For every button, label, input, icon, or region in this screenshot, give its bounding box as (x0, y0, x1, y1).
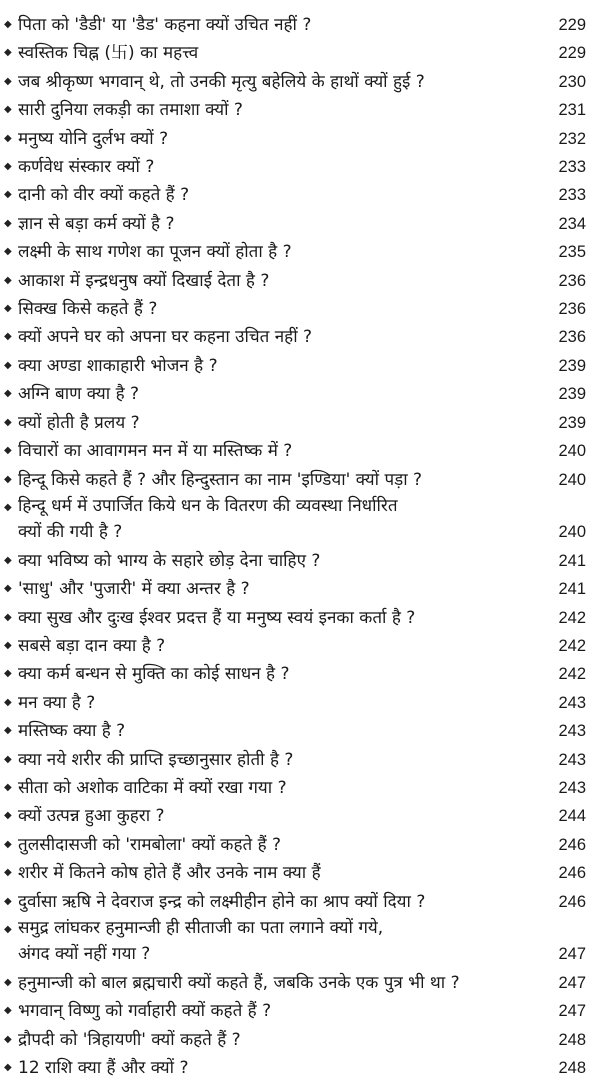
entry-title: हिन्दू किसे कहते हैं ? और हिन्दुस्तान का नाम 'इण्डिया' क्यों पड़ा ? (18, 469, 423, 490)
toc-list (4, 10, 586, 1081)
toc-entry (4, 180, 586, 208)
diamond-bullet-icon: ◆ (4, 639, 12, 651)
entry-page-number: 243 (558, 778, 586, 797)
entry-title: आकाश में इन्द्रधनुष क्यों दिखाई देता है ? (18, 270, 270, 291)
entry-title: अग्नि बाण क्या है ? (18, 384, 140, 405)
entry-title: क्या सुख और दुःख ईश्वर प्रदत्त हैं या मनुष्य स्वयं इनका कर्ता है ? (18, 607, 416, 628)
entry-title: क्या कर्म बन्धन से मुक्ति का कोई साधन है ? (18, 664, 290, 685)
toc-entry (4, 603, 586, 631)
toc-entry (4, 493, 586, 546)
toc-entry (4, 830, 586, 858)
diamond-bullet-icon: ◆ (4, 1033, 12, 1045)
entry-title: क्यों होती है प्रलय ? (18, 412, 140, 433)
entry-page-number: 236 (558, 328, 586, 347)
diamond-bullet-icon: ◆ (4, 416, 12, 428)
toc-entry (4, 209, 586, 237)
entry-page-number: 230 (558, 72, 586, 91)
entry-title: सारी दुनिया लकड़ी का तमाशा क्यों ? (18, 100, 243, 121)
entry-page-number: 246 (558, 835, 586, 854)
entry-title: क्यों अपने घर को अपना घर कहना उचित नहीं ? (18, 327, 313, 348)
entry-title: लक्ष्मी के साथ गणेश का पूजन क्यों होता है ? (18, 242, 292, 263)
entry-title: पिता को 'डैडी' या 'डैड' कहना क्यों उचित नहीं ? (18, 15, 312, 35)
entry-page-number: 243 (558, 722, 586, 741)
toc-entry (4, 574, 586, 602)
diamond-bullet-icon: ◆ (4, 696, 12, 708)
diamond-bullet-icon: ◆ (4, 611, 12, 623)
entry-page-number: 229 (558, 44, 586, 63)
toc-entry (4, 322, 586, 350)
entry-title-line-2: अंगद क्यों नहीं गया ? (18, 944, 151, 965)
entry-title: जब श्रीकृष्ण भगवान् थे, तो उनकी मृत्यु बहेलिये के हाथों क्यों हुई ? (18, 71, 425, 92)
diamond-bullet-icon: ◆ (4, 501, 12, 513)
toc-entry (4, 294, 586, 322)
entry-title: मनुष्य योनि दुर्लभ क्यों ? (18, 128, 169, 149)
toc-entry (4, 436, 586, 464)
entry-page-number: 239 (558, 356, 586, 375)
entry-title: 12 राशि क्या हैं और क्यों ? (18, 1058, 189, 1079)
diamond-bullet-icon: ◆ (4, 19, 12, 30)
diamond-bullet-icon: ◆ (4, 1062, 12, 1074)
entry-title: सीता को अशोक वाटिका में क्यों रखा गया ? (18, 777, 287, 798)
entry-title-line-1: समुद्र लांघकर हनुमान्जी ही सीताजी का पता लगाने क्यों गये, (18, 918, 384, 938)
entry-title: मन क्या है ? (18, 692, 96, 713)
entry-title: सबसे बड़ा दान क्या है ? (18, 635, 166, 656)
toc-entry (4, 408, 586, 436)
entry-title-line-1: हिन्दू धर्म में उपार्जित किये धन के वितरण की व्यवस्था निर्धारित (18, 495, 398, 516)
toc-entry (4, 1053, 586, 1081)
toc-entry (4, 659, 586, 687)
toc-entry (4, 38, 586, 66)
entry-title: भगवान् विष्णु को गर्वाहारी क्यों कहते हैं ? (18, 1001, 272, 1022)
entry-page-number: 234 (558, 214, 586, 233)
diamond-bullet-icon: ◆ (4, 810, 12, 822)
toc-entry (4, 968, 586, 996)
entry-page-number: 240 (558, 523, 586, 542)
toc-entry (4, 1025, 586, 1053)
diamond-bullet-icon: ◆ (4, 274, 12, 286)
toc-entry (4, 858, 586, 886)
toc-entry (4, 379, 586, 407)
entry-page-number: 247 (558, 945, 586, 964)
toc-entry (4, 801, 586, 829)
diamond-bullet-icon: ◆ (4, 781, 12, 793)
entry-page-number: 246 (558, 864, 586, 883)
entry-title: सिक्ख किसे कहते हैं ? (18, 299, 158, 320)
toc-entry (4, 887, 586, 915)
diamond-bullet-icon: ◆ (4, 359, 12, 371)
toc-entry (4, 351, 586, 379)
diamond-bullet-icon: ◆ (4, 753, 12, 765)
diamond-bullet-icon: ◆ (4, 554, 12, 566)
entry-page-number: 240 (558, 470, 586, 489)
diamond-bullet-icon: ◆ (4, 331, 12, 343)
diamond-bullet-icon: ◆ (4, 976, 12, 988)
entry-title: शरीर में कितने कोष होते हैं और उनके नाम क्या हैं (18, 863, 321, 884)
entry-page-number: 242 (558, 665, 586, 684)
entry-page-number: 243 (558, 750, 586, 769)
entry-page-number: 239 (558, 413, 586, 432)
diamond-bullet-icon: ◆ (4, 132, 12, 144)
diamond-bullet-icon: ◆ (4, 445, 12, 457)
entry-page-number: 239 (558, 385, 586, 404)
entry-page-number: 248 (558, 1059, 586, 1078)
entry-title: द्रौपदी को 'त्रिहायणी' क्यों कहते हैं ? (18, 1029, 241, 1050)
entry-page-number: 242 (558, 636, 586, 655)
entry-title (18, 493, 540, 546)
toc-entry (4, 237, 586, 265)
diamond-bullet-icon: ◆ (4, 668, 12, 680)
diamond-bullet-icon: ◆ (4, 246, 12, 258)
entry-page-number: 233 (558, 186, 586, 205)
diamond-bullet-icon: ◆ (4, 924, 12, 935)
entry-page-number: 231 (558, 101, 586, 120)
entry-page-number: 232 (558, 129, 586, 148)
entry-page-number: 243 (558, 693, 586, 712)
diamond-bullet-icon: ◆ (4, 838, 12, 850)
toc-entry (4, 546, 586, 574)
toc-entry (4, 152, 586, 180)
diamond-bullet-icon: ◆ (4, 217, 12, 229)
entry-page-number: 241 (558, 551, 586, 570)
entry-title: हनुमान्जी को बाल ब्रह्मचारी क्यों कहते हैं, जबकि उनके एक पुत्र भी था ? (18, 972, 460, 993)
diamond-bullet-icon: ◆ (4, 725, 12, 737)
toc-entry (4, 67, 586, 95)
entry-page-number: 247 (558, 1002, 586, 1021)
diamond-bullet-icon: ◆ (4, 867, 12, 879)
entry-title: क्यों उत्पन्न हुआ कुहरा ? (18, 806, 165, 827)
entry-title: ज्ञान से बड़ा कर्म क्यों है ? (18, 213, 175, 234)
entry-page-number: 240 (558, 442, 586, 461)
toc-entry (4, 716, 586, 744)
entry-title: क्या नये शरीर की प्राप्ति इच्छानुसार होती है ? (18, 749, 294, 770)
diamond-bullet-icon: ◆ (4, 161, 12, 173)
diamond-bullet-icon: ◆ (4, 189, 12, 201)
entry-page-number: 247 (558, 973, 586, 992)
entry-page-number: 235 (558, 243, 586, 262)
entry-page-number: 236 (558, 300, 586, 319)
diamond-bullet-icon: ◆ (4, 473, 12, 485)
diamond-bullet-icon: ◆ (4, 303, 12, 315)
diamond-bullet-icon: ◆ (4, 388, 12, 400)
diamond-bullet-icon: ◆ (4, 104, 12, 116)
entry-title-line-2: क्यों की गयी है ? (18, 522, 123, 543)
diamond-bullet-icon: ◆ (4, 583, 12, 595)
entry-title: विचारों का आवागमन मन में या मस्तिष्क में ? (18, 441, 293, 462)
toc-entry (4, 124, 586, 152)
diamond-bullet-icon: ◆ (4, 47, 12, 59)
toc-entry (4, 688, 586, 716)
entry-page-number: 229 (558, 16, 586, 34)
toc-entry (4, 266, 586, 294)
toc-entry (4, 631, 586, 659)
entry-title: दानी को वीर क्यों कहते हैं ? (18, 185, 190, 206)
entry-title: क्या भविष्य को भाग्य के सहारे छोड़ देना चाहिए ? (18, 550, 321, 571)
toc-entry (4, 996, 586, 1024)
entry-title (18, 915, 540, 968)
entry-page-number: 233 (558, 158, 586, 177)
entry-title: दुर्वासा ऋषि ने देवराज इन्द्र को लक्ष्मीहीन होने का श्राप क्यों दिया ? (18, 891, 426, 912)
entry-page-number: 248 (558, 1030, 586, 1049)
entry-title: 'साधु' और 'पुजारी' में क्या अन्तर है ? (18, 579, 250, 600)
entry-page-number: 242 (558, 608, 586, 627)
toc-entry (4, 745, 586, 773)
entry-page-number: 236 (558, 271, 586, 290)
entry-title: मस्तिष्क क्या है ? (18, 721, 126, 742)
entry-page-number: 246 (558, 892, 586, 911)
entry-title: क्या अण्डा शाकाहारी भोजन है ? (18, 355, 218, 376)
entry-title: स्वस्तिक चिह्न (卐) का महत्त्व (18, 43, 199, 64)
diamond-bullet-icon: ◆ (4, 1005, 12, 1017)
toc-entry (4, 465, 586, 493)
entry-page-number: 241 (558, 580, 586, 599)
entry-title: कर्णवेध संस्कार क्यों ? (18, 157, 155, 178)
toc-entry (4, 915, 586, 968)
toc-entry (4, 10, 586, 38)
diamond-bullet-icon: ◆ (4, 75, 12, 87)
toc-entry (4, 95, 586, 123)
entry-page-number: 244 (558, 807, 586, 826)
entry-title: तुलसीदासजी को 'रामबोला' क्यों कहते हैं ? (18, 834, 282, 855)
toc-entry (4, 773, 586, 801)
diamond-bullet-icon: ◆ (4, 895, 12, 907)
